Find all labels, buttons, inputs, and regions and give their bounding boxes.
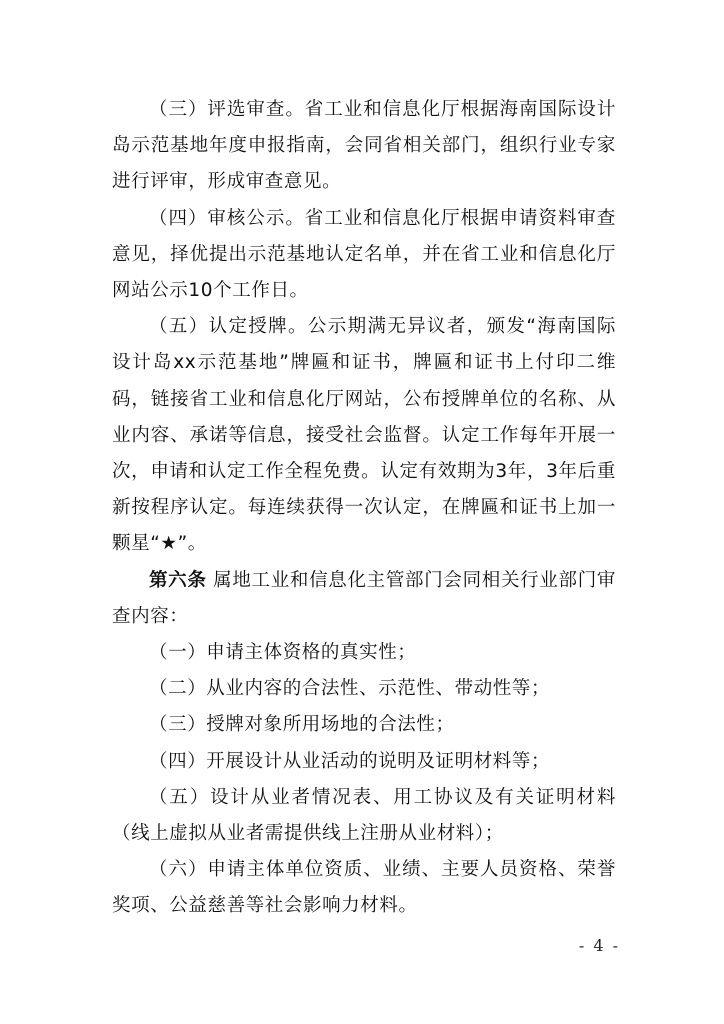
document-body bbox=[112, 92, 616, 925]
paragraph-certification: （五）认定授牌。公示期满无异议者，颁发“海南国际设计岛xx示范基地”牌匾和证书，牌匾和证书上付印二维码，链接省工业和信息化厅网站，公布授牌单位的名称、从业内容、承诺等信息，接受社会监督。认定工作每年开展一次，申请和认定工作全程免费。认定有效期为3年，3年后重新按程序认定。每连续获得一次认定，在牌匾和证书上加一颗星“★”。 bbox=[112, 316, 616, 555]
list-item-2: （二）从业内容的合法性、示范性、带动性等； bbox=[149, 678, 551, 700]
article-label: 第六条 bbox=[149, 569, 207, 591]
list-item-4: （四）开展设计从业活动的说明及证明材料等； bbox=[149, 750, 551, 772]
article-six bbox=[112, 563, 616, 635]
paragraph-audit-publicity: （四）审核公示。省工业和信息化厅根据申请资料审查意见，择优提出示范基地认定名单，并在省工业和信息化厅网站公示10个工作日。 bbox=[112, 207, 616, 302]
page-number: - 4 - bbox=[578, 936, 620, 955]
list-item-5: （五）设计从业者情况表、用工协议及有关证明材料（线上虚拟从业者需提供线上注册从业材料）； bbox=[112, 786, 616, 845]
article-text: 属地工业和信息化主管部门会同相关行业部门审查内容： bbox=[112, 569, 616, 627]
list-item-3: （三）授牌对象所用场地的合法性； bbox=[149, 714, 455, 736]
paragraph-review: （三）评选审查。省工业和信息化厅根据海南国际设计岛示范基地年度申报指南，会同省相关部门，组织行业专家进行评审，形成审查意见。 bbox=[112, 99, 616, 193]
list-item-1: （一）申请主体资格的真实性； bbox=[149, 642, 417, 664]
list-item-6: （六）申请主体单位资质、业绩、主要人员资格、荣誉奖项、公益慈善等社会影响力材料。 bbox=[112, 859, 616, 917]
